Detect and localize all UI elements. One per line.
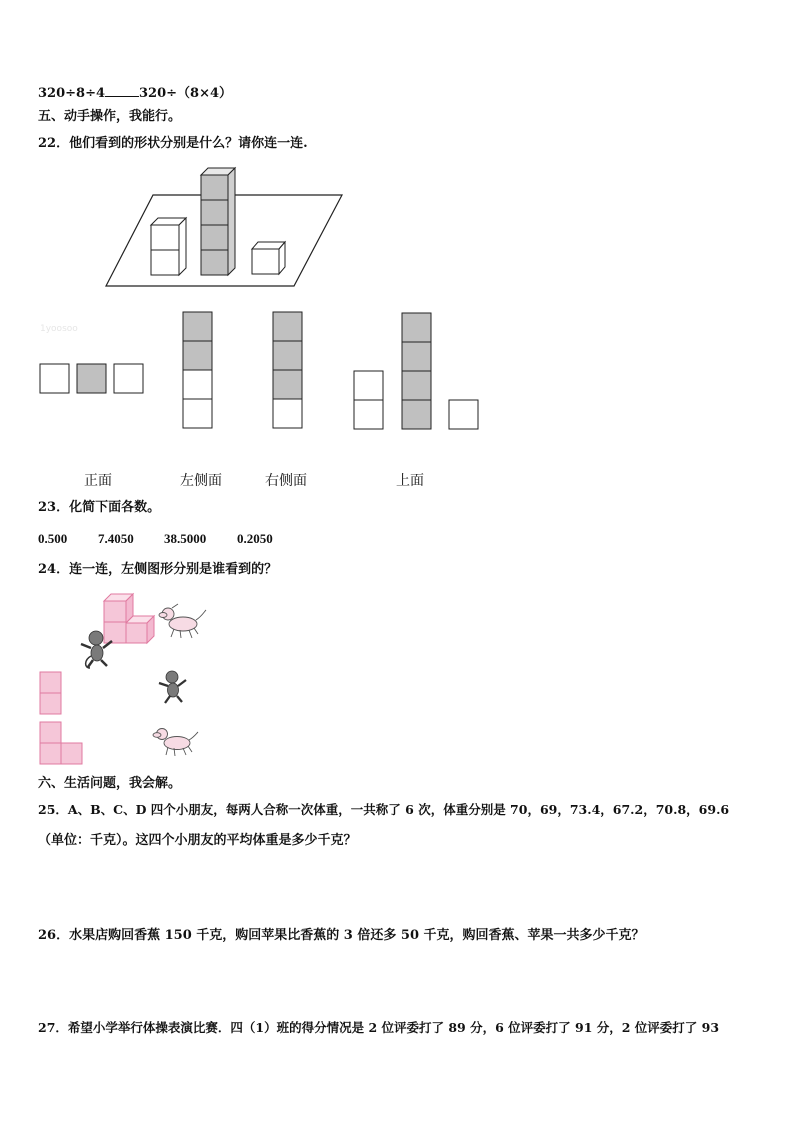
monkey-small-icon — [159, 671, 186, 703]
compare-right: 320÷（8×4） — [139, 86, 233, 101]
pink-vertical-shape — [40, 672, 61, 714]
single-cube — [252, 242, 285, 274]
question-25-line-1: 25．A、B、C、D 四个小朋友，每两人合称一次体重，一共称了 6 次，体重分别是 70，69，73.4，67.2，70.8，69.6 — [38, 802, 730, 817]
label-front: 正面 — [84, 473, 112, 489]
number-1: 0.500 — [38, 531, 68, 546]
dog-small-icon — [153, 729, 198, 757]
section-5-heading: 五、动手操作，我能行。 — [38, 109, 182, 124]
question-25-line-2: （单位：千克）。这四个小朋友的平均体重是多少千克？ — [38, 833, 357, 848]
view-right-side — [273, 312, 302, 428]
number-4: 0.2050 — [237, 531, 273, 546]
question-23: 23．化简下面各数。 — [38, 500, 161, 515]
question-24: 24．连一连，左侧图形分别是谁看到的？ — [38, 562, 278, 577]
number-2: 7.4050 — [98, 531, 134, 546]
view-top — [354, 313, 478, 429]
dog-icon — [159, 604, 206, 638]
watermark: 1yoosoo — [40, 324, 78, 334]
view-front — [40, 364, 143, 393]
label-left-side: 左侧面 — [180, 473, 222, 489]
label-right-side: 右侧面 — [265, 473, 307, 489]
view-left-side — [183, 312, 212, 428]
pink-l-shape — [40, 722, 82, 764]
question-22: 22．他们看到的形状分别是什么？请你连一连. — [38, 136, 308, 151]
compare-left: 320÷8÷4 — [38, 86, 106, 101]
left-stack — [151, 218, 186, 275]
question-26: 26．水果店购回香蕉 150 千克，购回苹果比香蕉的 3 倍还多 50 千克，购回香蕉、苹果一共多少千克？ — [38, 928, 645, 943]
pink-l-cubes — [104, 594, 154, 643]
number-3: 38.5000 — [164, 531, 207, 546]
question-27: 27．希望小学举行体操表演比赛．四（1）班的得分情况是 2 位评委打了 89 分，6 位评委打了 91 分，2 位评委打了 93 — [38, 1020, 720, 1035]
tall-stack — [201, 168, 235, 275]
section-6-heading: 六、生活问题，我会解。 — [38, 776, 182, 791]
label-top: 上面 — [396, 473, 424, 489]
